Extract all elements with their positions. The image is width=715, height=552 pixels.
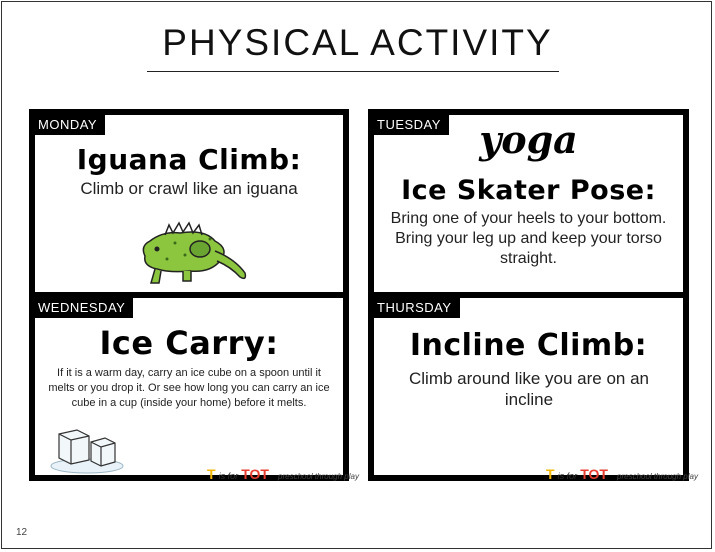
ice-cubes-icon: [47, 416, 127, 476]
card-description: Climb or crawl like an iguana: [80, 179, 298, 198]
card-wednesday: [29, 292, 359, 482]
card-heading: Ice Carry:: [99, 324, 279, 362]
card-thursday: [368, 292, 698, 482]
card-description: If it is a warm day, carry an ice cube on a spoon until it melts or you drop it. Or see how long you can carry an ice cube in a cup (inside your home) before it melts.: [48, 367, 330, 409]
card-heading: Incline Climb:: [409, 328, 648, 363]
card-heading: Iguana Climb:: [76, 143, 302, 176]
iguana-icon: [135, 211, 255, 291]
brand-tagline: preschool through play: [278, 472, 359, 481]
card-description: Bring one of your heels to your bottom. Bring your leg up and keep your torso straight.: [390, 210, 667, 267]
brand-is-for: is for: [218, 471, 239, 481]
card-tuesday: [368, 109, 689, 298]
brand-logo: [546, 468, 698, 483]
title-underline: [147, 71, 559, 72]
day-label: WEDNESDAY: [35, 298, 133, 318]
day-label: MONDAY: [35, 115, 105, 135]
brand-is-for: is for: [557, 471, 578, 481]
brand-t: T: [207, 466, 216, 482]
card-monday: [29, 109, 349, 298]
brand-tot: TOT: [580, 466, 608, 482]
card-description: Climb around like you are on an incline: [408, 369, 650, 409]
day-label: THURSDAY: [374, 298, 460, 318]
yoga-subheading: yoga: [479, 117, 578, 162]
day-label: TUESDAY: [374, 115, 449, 135]
card-heading: Ice Skater Pose:: [401, 175, 656, 206]
brand-tot: TOT: [241, 466, 269, 482]
brand-logo: [207, 468, 359, 483]
page-title: PHYSICAL ACTIVITY: [162, 22, 553, 63]
brand-t: T: [546, 466, 555, 482]
brand-tagline: preschool through play: [617, 472, 698, 481]
page-number: 12: [16, 527, 28, 538]
